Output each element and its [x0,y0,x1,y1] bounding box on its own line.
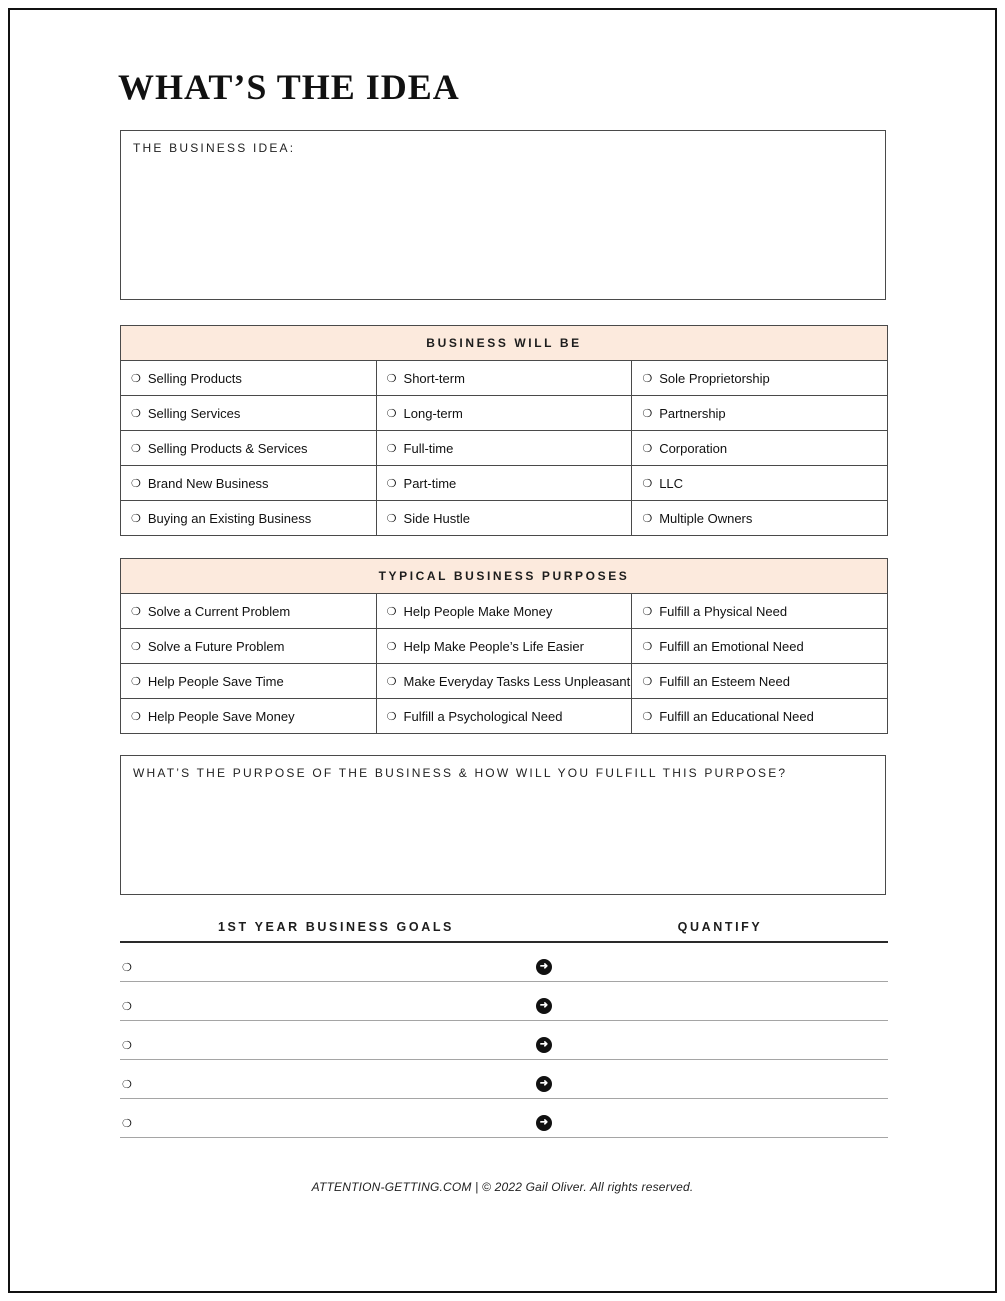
option-cell[interactable] [376,664,632,699]
goal-row [120,1099,888,1138]
radio-circle-icon: ❍ [642,407,653,420]
business-will-be-table [120,325,888,536]
arrow-right-icon: ➜ [536,998,552,1014]
page-title: WHAT’S THE IDEA [118,67,460,107]
option-cell[interactable] [632,361,888,396]
radio-circle-icon: ❍ [386,372,397,385]
option-label: Help Make People’s Life Easier [403,638,584,654]
option-label: Partnership [659,405,726,421]
option-cell[interactable] [632,431,888,466]
table-row [121,594,888,629]
radio-circle-icon: ❍ [131,640,141,653]
radio-circle-icon: ❍ [386,710,397,723]
option-label: Corporation [659,440,728,456]
table-row [121,361,888,396]
option-label: Fulfill a Psychological Need [403,708,563,724]
option-label: Selling Products & Services [147,440,308,456]
option-label: Side Hustle [403,510,471,526]
quantify-input-area[interactable] [565,1021,885,1059]
quantify-input-area[interactable] [565,982,885,1020]
radio-circle-icon: ❍ [386,477,397,490]
option-label: Help People Make Money [403,603,553,619]
option-cell[interactable] [632,594,888,629]
radio-circle-icon: ❍ [131,372,141,385]
option-cell[interactable] [121,361,377,396]
option-cell[interactable] [632,501,888,536]
goals-list [120,943,888,1138]
table-row [121,664,888,699]
option-label: Selling Services [147,405,241,421]
typical-purposes-table [120,558,888,734]
business-will-be-header: BUSINESS WILL BE [121,326,888,361]
radio-circle-icon: ❍ [386,407,397,420]
radio-circle-icon: ❍ [386,512,397,525]
goal-input-area[interactable] [140,1060,530,1098]
option-label: Fulfill an Esteem Need [659,673,790,689]
option-label: Fulfill an Educational Need [659,708,814,724]
option-label: Short-term [403,370,465,386]
option-cell[interactable] [376,629,632,664]
option-label: Long-term [403,405,463,421]
option-label: LLC [659,475,684,491]
option-cell[interactable] [376,466,632,501]
option-label: Buying an Existing Business [147,510,312,526]
option-cell[interactable] [632,664,888,699]
radio-circle-icon: ❍ [131,605,141,618]
option-cell[interactable] [376,699,632,734]
option-cell[interactable] [376,501,632,536]
goal-input-area[interactable] [140,1021,530,1059]
radio-circle-icon: ❍ [642,477,653,490]
option-cell[interactable] [632,629,888,664]
quantify-input-area[interactable] [565,1099,885,1137]
radio-circle-icon: ❍ [131,477,141,490]
option-label: Help People Save Time [147,673,284,689]
footer-credit: ATTENTION-GETTING.COM | © 2022 Gail Oliver. All rights reserved. [311,1180,694,1194]
arrow-right-icon: ➜ [536,959,552,975]
radio-circle-icon: ❍ [642,640,653,653]
radio-circle-icon: ❍ [386,675,397,688]
radio-circle-icon: ❍ [122,962,132,974]
goal-input-area[interactable] [140,943,530,981]
arrow-right-icon: ➜ [536,1037,552,1053]
goal-row [120,1060,888,1099]
table-header-row [121,559,888,594]
option-cell[interactable] [376,594,632,629]
option-cell[interactable] [121,501,377,536]
option-label: Full-time [403,440,454,456]
radio-circle-icon: ❍ [122,1001,132,1013]
goals-left-header: 1ST YEAR BUSINESS GOALS [218,920,454,934]
quantify-input-area[interactable] [565,1060,885,1098]
option-label: Part-time [403,475,457,491]
option-cell[interactable] [632,699,888,734]
table-row [121,396,888,431]
radio-circle-icon: ❍ [642,605,653,618]
business-idea-label: THE BUSINESS IDEA: [133,141,296,155]
option-cell[interactable] [376,431,632,466]
option-label: Sole Proprietorship [659,370,770,386]
arrow-right-icon: ➜ [536,1076,552,1092]
radio-circle-icon: ❍ [131,407,141,420]
arrow-right-icon: ➜ [536,1115,552,1131]
radio-circle-icon: ❍ [131,710,141,723]
goal-input-area[interactable] [140,982,530,1020]
typical-purposes-header: TYPICAL BUSINESS PURPOSES [121,559,888,594]
option-label: Brand New Business [147,475,269,491]
goal-row [120,943,888,982]
goals-right-header: QUANTIFY [677,920,763,934]
purpose-box[interactable] [120,755,886,895]
table-row [121,699,888,734]
option-label: Solve a Current Problem [147,603,291,619]
radio-circle-icon: ❍ [386,442,397,455]
radio-circle-icon: ❍ [122,1118,132,1130]
option-cell[interactable] [632,396,888,431]
option-cell[interactable] [376,361,632,396]
option-label: Make Everyday Tasks Less Unpleasant [403,673,631,689]
radio-circle-icon: ❍ [386,605,397,618]
goals-headers [120,920,888,934]
goal-input-area[interactable] [140,1099,530,1137]
option-label: Help People Save Money [147,708,295,724]
radio-circle-icon: ❍ [642,675,653,688]
option-label: Selling Products [147,370,242,386]
radio-circle-icon: ❍ [386,640,397,653]
quantify-input-area[interactable] [565,943,885,981]
radio-circle-icon: ❍ [131,512,141,525]
option-cell[interactable] [376,396,632,431]
radio-circle-icon: ❍ [131,675,141,688]
table-row [121,629,888,664]
goal-row [120,1021,888,1060]
option-cell[interactable] [121,431,377,466]
table-header-row [121,326,888,361]
purpose-box-label: WHAT’S THE PURPOSE OF THE BUSINESS & HOW WILL YOU FULFILL THIS PURPOSE? [133,766,788,780]
option-label: Multiple Owners [659,510,753,526]
option-cell[interactable] [121,629,377,664]
option-cell[interactable] [121,664,377,699]
radio-circle-icon: ❍ [642,372,653,385]
option-cell[interactable] [121,699,377,734]
table-row [121,466,888,501]
option-cell[interactable] [121,396,377,431]
radio-circle-icon: ❍ [642,710,653,723]
option-cell[interactable] [632,466,888,501]
table-row [121,501,888,536]
business-idea-box[interactable] [120,130,886,300]
option-label: Solve a Future Problem [147,638,285,654]
option-label: Fulfill a Physical Need [659,603,788,619]
option-cell[interactable] [121,466,377,501]
radio-circle-icon: ❍ [131,442,141,455]
radio-circle-icon: ❍ [122,1079,132,1091]
radio-circle-icon: ❍ [642,442,653,455]
option-label: Fulfill an Emotional Need [659,638,804,654]
radio-circle-icon: ❍ [642,512,653,525]
option-cell[interactable] [121,594,377,629]
goal-row [120,982,888,1021]
table-row [121,431,888,466]
radio-circle-icon: ❍ [122,1040,132,1052]
